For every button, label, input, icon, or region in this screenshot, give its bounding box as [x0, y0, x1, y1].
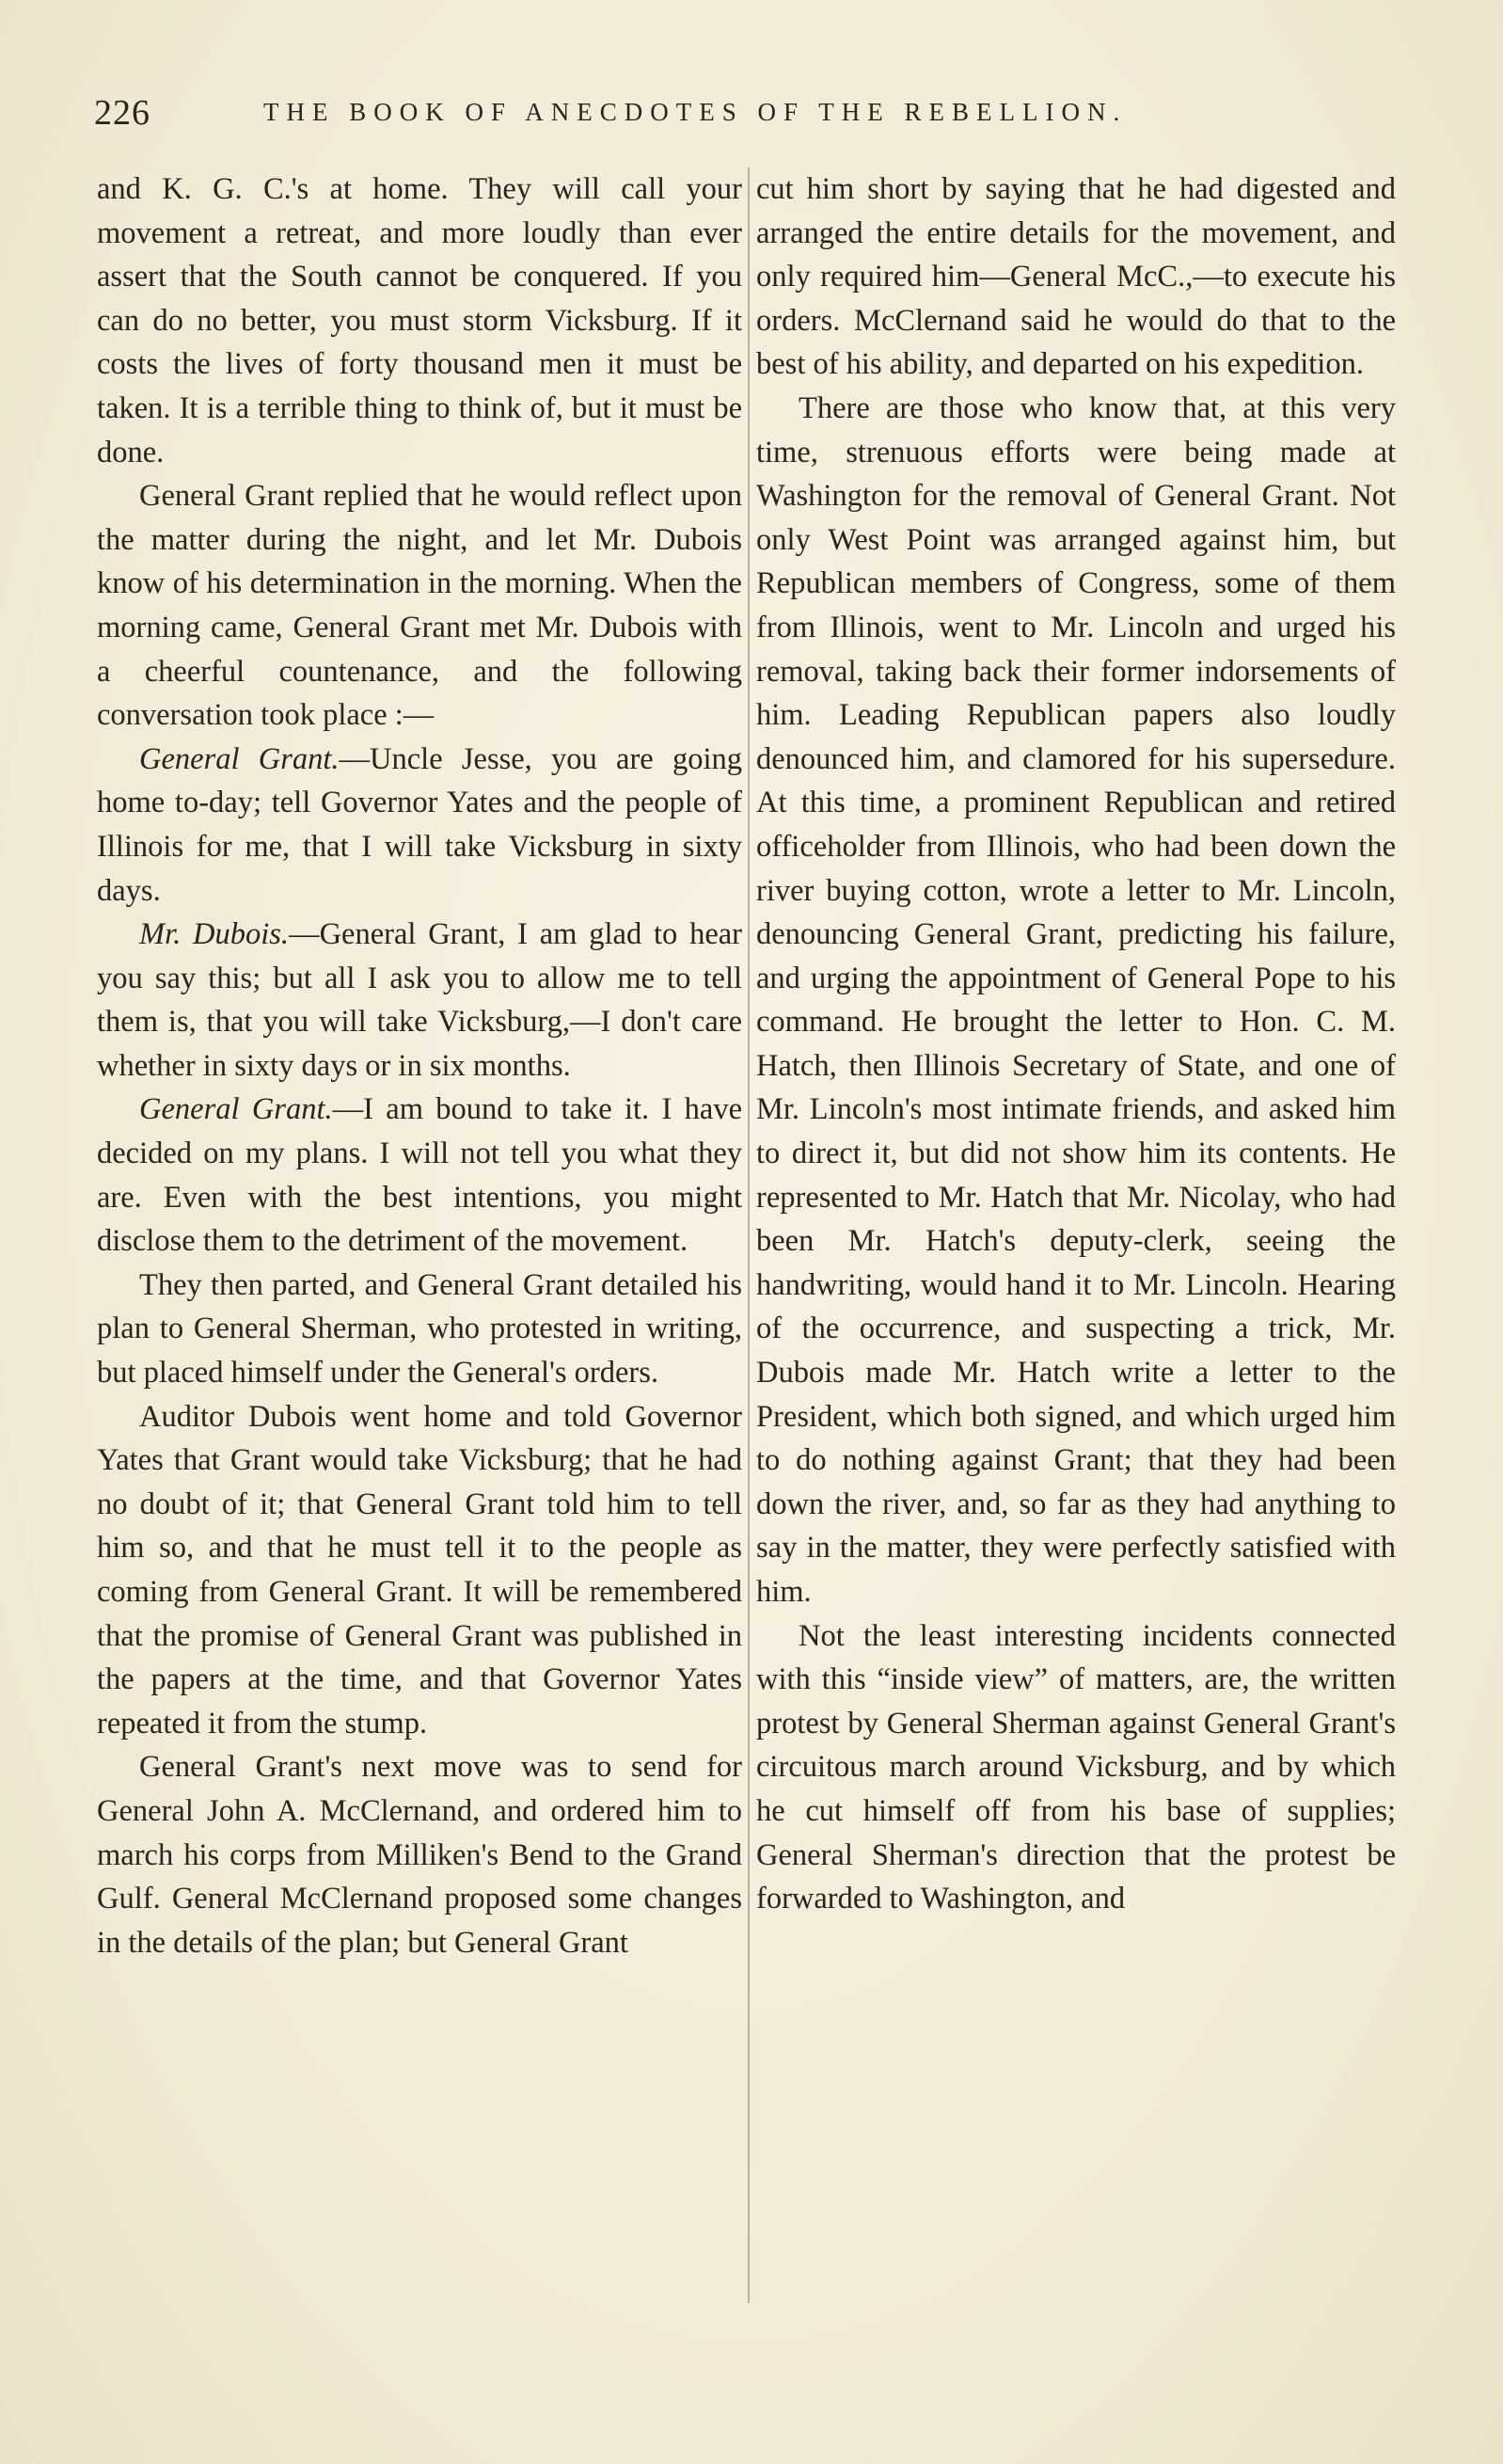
dialogue-text: —I am bound to take it. I have decided on my plans. I will not tell you what they are. Even with the best intentions, you might disclose them to the detriment of the movement.: [97, 1092, 742, 1259]
dialogue-text: —General Grant, I am glad to hear you say this; but all I ask you to allow me to tell them is, that you will take Vicksburg,—I don't care whether in sixty days or in six months.: [97, 917, 742, 1083]
paragraph: General Grant replied that he would reflect upon the matter during the night, and let Mr. Dubois know of his determination in the morning. When the morning came, General Grant met Mr. Dubois with a cheerful countenance, and the following conversation took place :—: [97, 479, 742, 733]
speaker-name: Mr. Dubois.: [139, 917, 290, 952]
paragraph: There are those who know that, at this very time, strenuous efforts were being made at Washington for the removal of General Grant. Not only West Point was arranged against him, but Republican members of Congress, some of them from Illinois, went to Mr. Lincoln and urged his removal, taking back their former indorsements of him. Leading Republican papers also loudly denounced him, and clamored for his supersedure. At this time, a prominent Republican and retired officeholder from Illinois, who had been down the river buying cotton, wrote a letter to Mr. Lincoln, denouncing General Grant, predicting his failure, and urging the appointment of General Pope to his command. He brought the letter to Hon. C. M. Hatch, then Illinois Secretary of State, and one of Mr. Lincoln's most intimate friends, and asked him to direct it, but did not show him its contents. He represented to Mr. Hatch that Mr. Nicolay, who had been Mr. Hatch's deputy-clerk, seeing the handwriting, would hand it to Mr. Lincoln. Hearing of the occurrence, and suspecting a trick, Mr. Dubois made Mr. Hatch write a letter to the President, which both signed, and which urged him to do nothing against Grant; that they had been down the river, and, so far as they had anything to say in the matter, they were perfectly satisfied with him.: [756, 390, 1396, 1609]
dialogue-paragraph: [97, 1088, 742, 1263]
page-header: [94, 92, 1270, 137]
dialogue-text: —Uncle Jesse, you are going home to-day; tell Governor Yates and the people of Illinois for me, that I will take Vicksburg in sixty days.: [97, 741, 742, 908]
speaker-name: General Grant.: [139, 1092, 333, 1127]
paragraph: They then parted, and General Grant detailed his plan to General Sherman, who protested in writing, but placed himself under the General's orders.: [97, 1267, 742, 1391]
right-column: [756, 167, 1396, 1921]
running-head: THE BOOK OF ANECDOTES OF THE REBELLION.: [263, 98, 1128, 126]
left-column: [97, 167, 742, 1964]
paragraph: General Grant's next move was to send for General John A. McClernand, and ordered him to march his corps from Milliken's Bend to the Grand Gulf. General McClernand proposed some changes in the details of the plan; but General Grant: [97, 1750, 742, 1960]
paragraph: Auditor Dubois went home and told Governor Yates that Grant would take Vicksburg; that he had no doubt of it; that General Grant told him to tell him so, and that he must tell it to the people as coming from General Grant. It will be remembered that the promise of General Grant was published in the papers at the time, and that Governor Yates repeated it from the stump.: [97, 1399, 742, 1741]
column-divider: [748, 167, 750, 2303]
paragraph: cut him short by saying that he had digested and arranged the entire details for the movement, and only required him—General McC.,—to execute his orders. McClernand said he would do that to the best of his ability, and departed on his expedition.: [756, 172, 1396, 382]
dialogue-paragraph: [97, 738, 742, 913]
speaker-name: General Grant.: [139, 741, 340, 776]
paragraph: and K. G. C.'s at home. They will call your movement a retreat, and more loudly than ever assert that the South cannot be conquered. If you can do no better, you must storm Vicksburg. If it costs the lives of forty thousand men it must be taken. It is a terrible thing to think of, but it must be done.: [97, 172, 742, 469]
page-number: 226: [94, 93, 150, 133]
dialogue-paragraph: [97, 913, 742, 1088]
paragraph: Not the least interesting incidents connected with this “inside view” of matters, are, the written protest by General Sherman against General Grant's circuitous march around Vicksburg, and by which he cut himself off from his base of supplies; General Sherman's direction that the protest be forwarded to Washington, and: [756, 1618, 1396, 1916]
